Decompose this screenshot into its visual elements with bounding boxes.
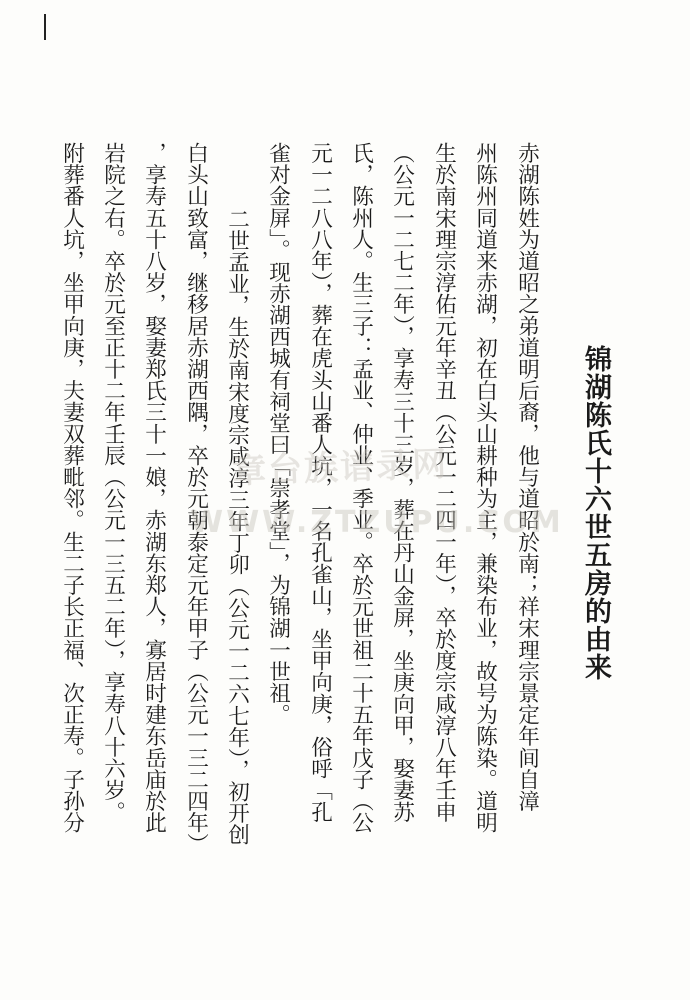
text-column-7: 雀对金屏」。现赤湖西城有祠堂曰「崇孝堂」，为锦湖一世祖。: [265, 142, 291, 726]
text-column-6: 元一二八八年），葬在虎头山番人坑，一名孔雀山，坐甲向庚，俗呼「孔: [307, 142, 333, 823]
text-column-10: ，享寿五十八岁，娶妻郑氏三十一娘，赤湖东郑人，寡居时建东岳庙於此: [141, 142, 167, 834]
text-column-4: （公元一二七二年），享寿三十三岁，葬在丹山金屏，坐庚向甲，娶妻苏: [389, 142, 415, 823]
watermark-url: WWW.ZTZUPU.COM: [190, 505, 564, 540]
text-column-5: 氏，陈州人。生三子：孟业、仲业、季业。卒於元世祖二十五年戊子（公: [348, 142, 374, 834]
text-column-1: 赤湖陈姓为道昭之弟道明后裔，他与道昭於南；祥宋理宗景定年间自漳: [514, 142, 540, 812]
text-column-8: 二世孟业，生於南宋度宗咸淳三年丁卯（公元一二六七年），初开创: [224, 208, 250, 846]
text-column-9: 白头山致富，继移居赤湖西隅，卒於元朝泰定元年甲子（公元一三二四年）: [183, 142, 209, 855]
watermark-text: 章台族谱录网: [231, 444, 449, 492]
text-column-2: 州陈州同道来赤湖，初在白头山耕种为主，兼染布业，故号为陈染。道明: [472, 142, 498, 834]
text-column-12: 附葬番人坑，坐甲向庚，夫妻双葬毗邻。生二子长正福、次正寿。子孙分: [59, 142, 85, 834]
text-column-11: 岩院之右。卒於元至正十二年壬辰（公元一三五二年），享寿八十六岁。: [100, 142, 126, 823]
margin-mark: [44, 14, 46, 40]
document-title: 锦湖陈氏十六世五房的由来: [580, 345, 611, 681]
text-column-3: 生於南宋理宗淳佑元年辛丑（公元一二四一年），卒於度宗咸淳八年壬申: [431, 142, 457, 823]
